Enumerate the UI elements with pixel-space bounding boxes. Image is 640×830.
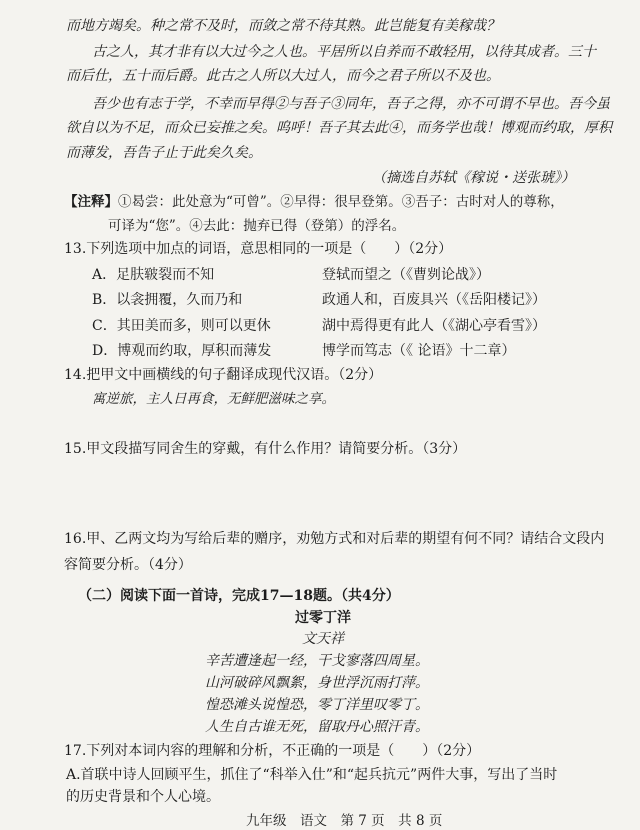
passage-line-3: 而后仕，五十而后爵。此古之人所以大过人，而今之君子所以不及也。: [66, 68, 500, 84]
poem-line-3: 惶恐滩头说惶恐，零丁洋里叹零丁。: [205, 697, 429, 713]
q13-option-a-left: A．足肤皲裂而不知: [92, 267, 215, 283]
poem-line-2: 山河破碎风飘絮，身世浮沉雨打萍。: [205, 675, 429, 691]
poem-line-4: 人生自古谁无死，留取丹心照汗青。: [205, 719, 429, 735]
passage-source: （摘选自苏轼《稼说・送张琥》）: [372, 170, 575, 186]
poem-title: 过零丁洋: [295, 610, 351, 626]
passage-line-5: 欲自以为不足，而众已妄推之矣。呜呼！吾子其去此④，而务学也哉！博观而约取，厚积: [66, 120, 612, 136]
section2-heading: （二）阅读下面一首诗，完成17—18题。（共4分）: [78, 588, 400, 604]
q16-line-2: 容简要分析。（4分）: [64, 557, 192, 573]
q17-option-a-line-1: A.首联中诗人回顾平生，抓住了“科举入仕”和“起兵抗元”两件大事，写出了当时: [66, 767, 558, 783]
q14-sentence: 寓逆旅，主人日再食，无鲜肥滋味之享。: [92, 391, 335, 407]
passage-line-4: 吾少也有志于学，不幸而早得②与吾子③同年，吾子之得，亦不可谓不早也。吾今虽: [92, 96, 610, 112]
q14-stem: 14.把甲文中画横线的句子翻译成现代汉语。（2分）: [64, 367, 383, 383]
page-footer: 九年级 语文 第 7 页 共 8 页: [246, 813, 443, 829]
q13-option-d-left: D．博观而约取，厚积而薄发: [92, 343, 272, 359]
q13-option-a-right: 登轼而望之（《曹刿论战》）: [322, 267, 490, 283]
passage-line-6: 而薄发，吾告子止于此矣久矣。: [66, 145, 262, 161]
passage-line-2: 古之人，其才非有以大过今之人也。平居所以自养而不敢轻用，以待其成者。三十: [92, 44, 596, 60]
q16-line-1: 16.甲、乙两文均为写给后辈的赠序，劝勉方式和对后辈的期望有何不同？请结合文段内: [64, 531, 605, 547]
q13-option-d-right: 博学而笃志（《 论语》十二章）: [322, 343, 516, 359]
notes-line-2: 可译为“您”。④去此：抛弃已得（登第）的浮名。: [108, 218, 406, 234]
q13-option-b-right: 政通人和，百废具兴（《岳阳楼记》）: [322, 292, 546, 308]
poem-author: 文天祥: [302, 631, 344, 647]
q13-option-c-right: 湖中焉得更有此人（《湖心亭看雪》）: [322, 318, 546, 334]
q17-option-a-line-2: 的历史背景和个人心境。: [66, 789, 220, 805]
q13-stem: 13.下列选项中加点的词语，意思相同的一项是（ ）（2分）: [64, 241, 453, 257]
q13-option-b-left: B．以衾拥覆，久而乃和: [92, 292, 243, 308]
notes-line-1: ①曷尝：此处意为“可曾”。②早得：很早登第。③吾子：古时对人的尊称，: [118, 194, 564, 210]
passage-line-1: 而地方竭矣。种之常不及时，而敛之常不待其熟。此岂能复有美稼哉？: [66, 18, 500, 34]
q17-stem: 17.下列对本词内容的理解和分析，不正确的一项是（ ）（2分）: [64, 743, 481, 759]
notes-label: 【注释】: [64, 194, 118, 210]
poem-line-1: 辛苦遭逢起一经，干戈寥落四周星。: [205, 653, 429, 669]
q13-option-c-left: C．其田美而多，则可以更休: [92, 318, 271, 334]
q15-stem: 15.甲文段描写同舍生的穿戴，有什么作用？请简要分析。（3分）: [64, 441, 467, 457]
